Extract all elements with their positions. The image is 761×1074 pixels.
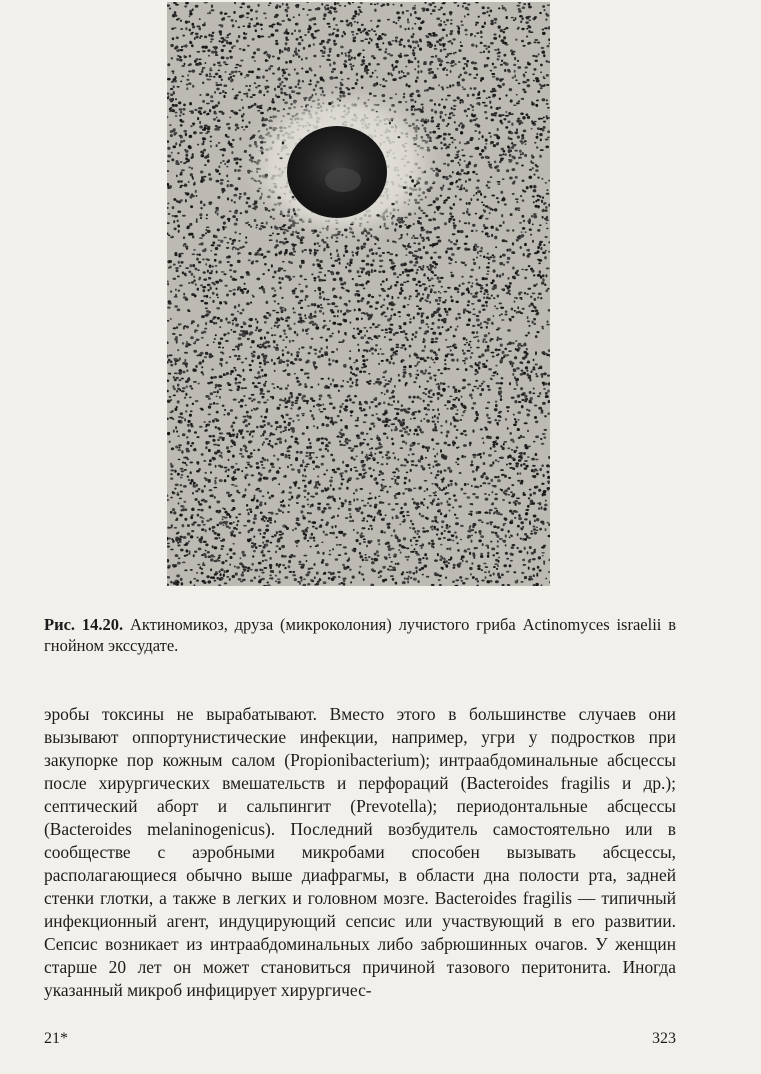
page-number: 323 xyxy=(652,1030,676,1047)
paragraph: эробы токсины не вырабатывают. Вместо этого в большинстве случаев они вызывают оппортунистические инфекции, например, угри у подростков при закупорке пор кожным салом (Propionibacterium); интраабдоминальные абсцессы после хирургических вмешательств и перфораций (Bacteroides fragilis и др.); септический аборт и сальпингит (Prevotella); периодонтальные абсцессы (Bacteroides melaninogenicus). Последний возбудитель самостоятельно или в сообществе с аэробными микробами способен вызывать абсцессы, располагающиеся обычно выше диафрагмы, в области дна полости рта, задней стенки глотки, а также в легких и головном мозге. Bacteroides fragilis — типичный инфекционный агент, индуцирующий сепсис или участвующий в его развитии. Сепсис возникает из интраабдоминальных либо забрюшинных очагов. У женщин старше 20 лет он может становиться причиной тазового перитонита. Иногда указанный микроб инфицирует хирургичес- xyxy=(44,704,676,1000)
figure-caption xyxy=(44,614,676,656)
figure-caption-text: Актиномикоз, друза (микроколония) лучистого гриба Actinomyces israelii в гнойном экссудате. xyxy=(44,615,676,655)
signature-mark: 21* xyxy=(44,1030,68,1047)
micrograph-image xyxy=(167,2,550,586)
druse-core xyxy=(325,168,361,192)
figure-label: Рис. 14.20. xyxy=(44,615,124,634)
micrograph-figure xyxy=(167,2,550,586)
body-text xyxy=(44,703,676,1002)
page-footer xyxy=(44,1030,676,1048)
